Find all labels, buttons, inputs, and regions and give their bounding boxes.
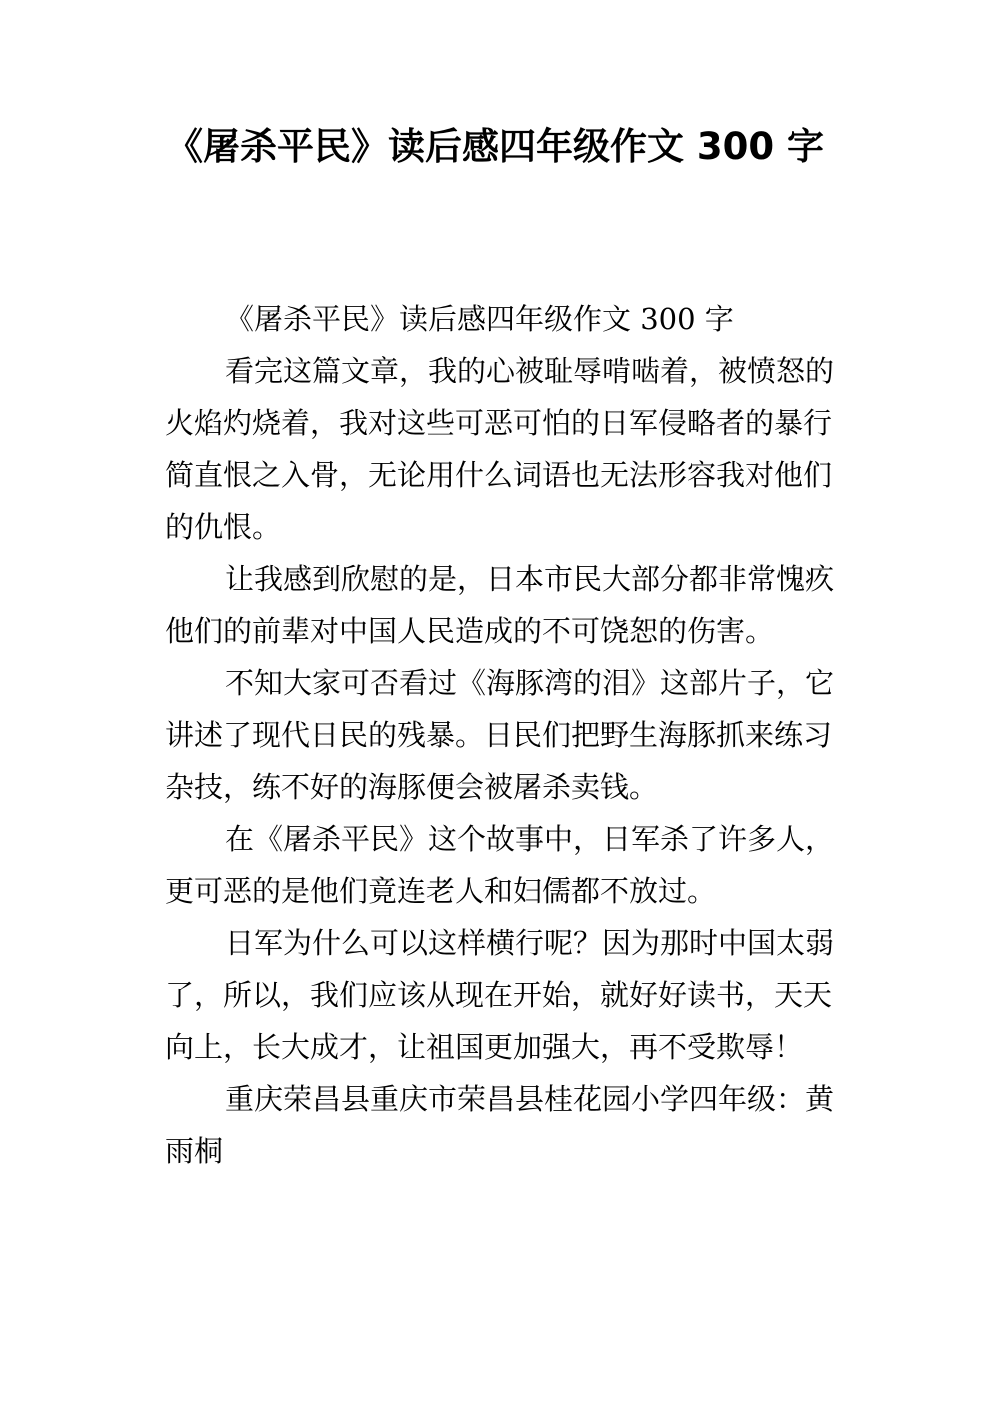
paragraph-subtitle: 《屠杀平民》读后感四年级作文 300 字 — [225, 302, 734, 336]
paragraph-1: 看完这篇文章，我的心被耻辱啃啮着，被愤怒的火焰灼烧着，我对这些可恶可怕的日军侵略者的暴行简直恨之入骨，无论用什么词语也无法形容我对他们的仇恨。 — [165, 354, 835, 544]
paragraph-5: 日军为什么可以这样横行呢？因为那时中国太弱了，所以，我们应该从现在开始，就好好读书，天天向上，长大成才，让祖国更加强大，再不受欺辱！ — [165, 926, 835, 1064]
paragraph-4: 在《屠杀平民》这个故事中，日军杀了许多人，更可恶的是他们竟连老人和妇儒都不放过。 — [165, 822, 835, 908]
paragraph-2: 让我感到欣慰的是，日本市民大部分都非常愧疚他们的前辈对中国人民造成的不可饶恕的伤害。 — [165, 562, 835, 648]
document-title: 《屠杀平民》读后感四年级作文 300 字 — [166, 125, 824, 168]
author-line: 重庆荣昌县重庆市荣昌县桂花园小学四年级：黄雨桐 — [165, 1082, 835, 1168]
document-body — [165, 293, 835, 1177]
paragraph-3: 不知大家可否看过《海豚湾的泪》这部片子，它讲述了现代日民的残暴。日民们把野生海豚抓来练习杂技，练不好的海豚便会被屠杀卖钱。 — [165, 666, 835, 804]
